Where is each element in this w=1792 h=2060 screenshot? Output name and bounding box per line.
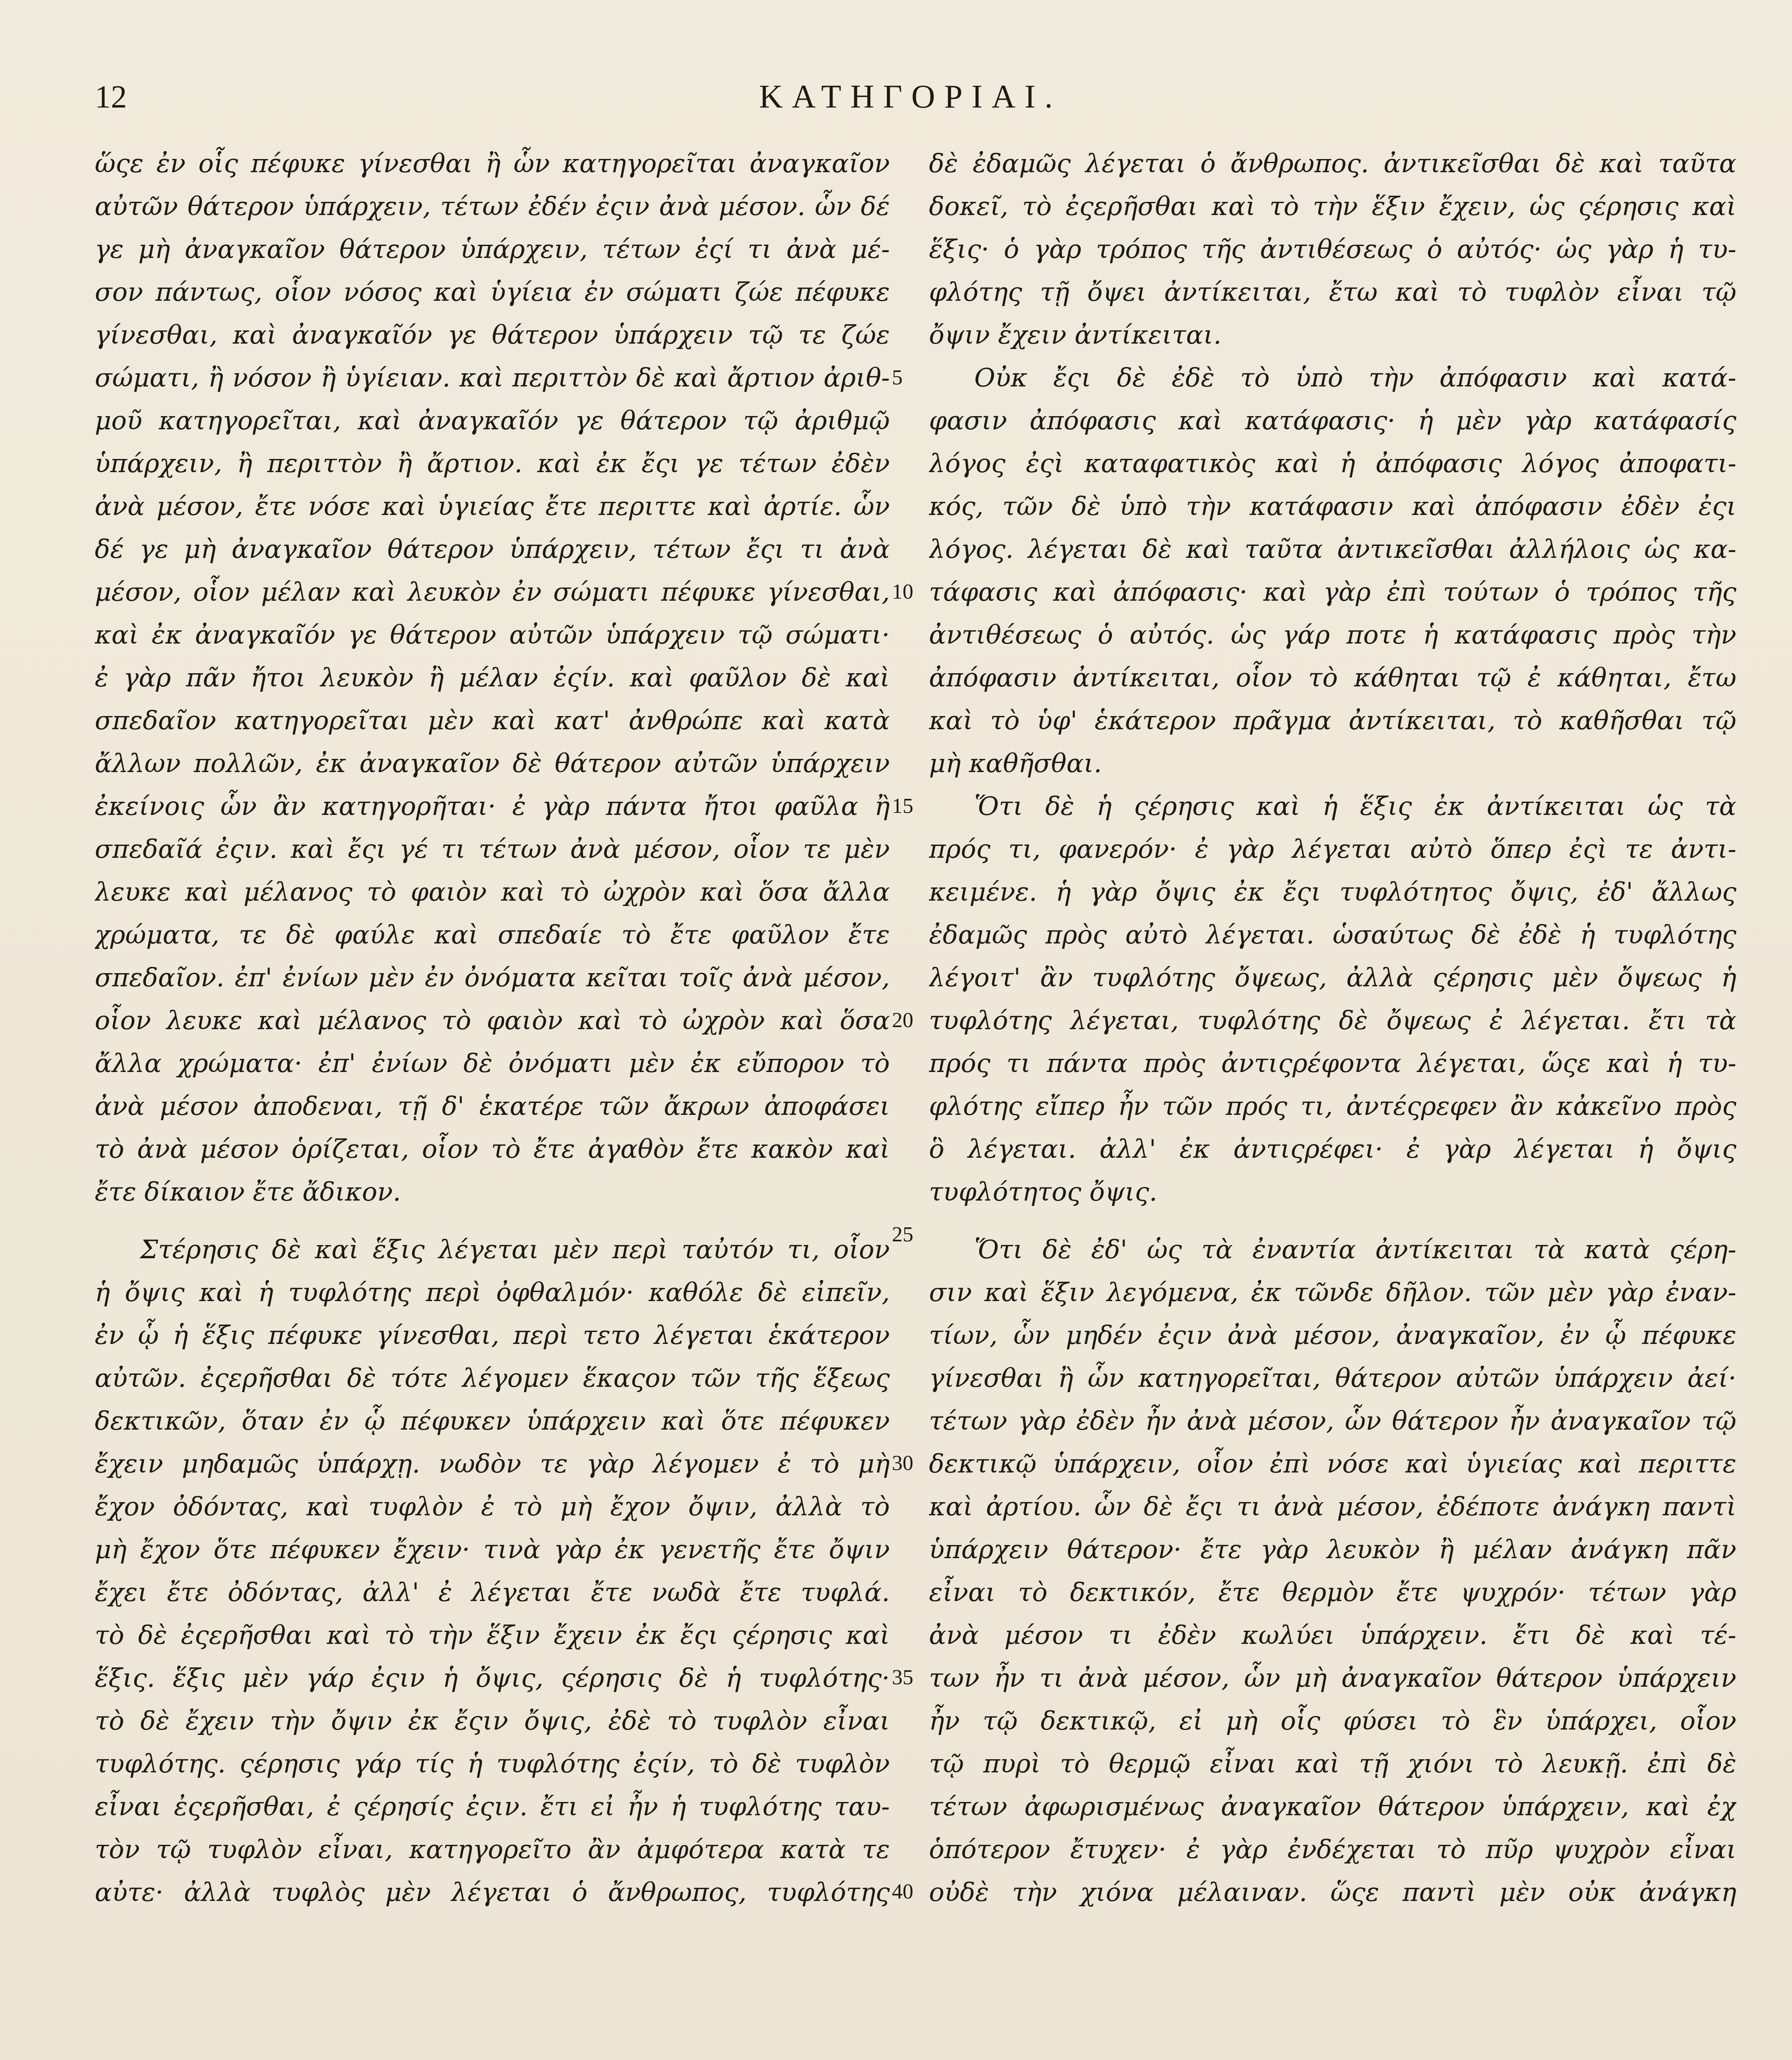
text-line: ἀπόφασιν ἀντίκειται, οἷον τὸ κάθηται τῷ ἐ κάθηται, ἔτω — [929, 662, 1736, 693]
text-line: ἔχον ὀδόντας, καὶ τυφλὸν ἐ τὸ μὴ ἔχον ὄψιν, ἀλλὰ τὸ — [95, 1491, 890, 1522]
text-line: γίνεσθαι ἢ ὧν κατηγορεῖται, θάτερον αὐτῶν ὑπάρχειν ἀεί· — [929, 1363, 1736, 1393]
text-line: μὴ καθῆσθαι. — [929, 748, 1102, 778]
line-number: 30 — [892, 1451, 913, 1475]
text-line: τυφλότης. ςέρησις γάρ τίς ἡ τυφλότης ἐςίν, τὸ δὲ τυφλὸν — [95, 1749, 890, 1779]
text-line: ἀνὰ μέσον ἀποδεναι, τῇ δ' ἑκατέρε τῶν ἄκρων ἀποφάσει — [95, 1091, 890, 1121]
text-line: ἔχει ἔτε ὀδόντας, ἀλλ' ἐ λέγεται ἔτε νωδὰ ἔτε τυφλά. — [95, 1577, 890, 1607]
text-line: μέσον, οἷον μέλαν καὶ λευκὸν ἐν σώματι πέφυκε γίνεσθαι, — [95, 577, 890, 607]
text-line: δὲ ἐδαμῶς λέγεται ὁ ἄνθρωπος. ἀντικεῖσθαι δὲ καὶ ταῦτα — [929, 148, 1736, 178]
text-line: καὶ τὸ ὑφ' ἑκάτερον πρᾶγμα ἀντίκειται, τὸ καθῆσθαι τῷ — [929, 705, 1736, 735]
text-line: ἡ ὄψις καὶ ἡ τυφλότης περὶ ὀφθαλμόν· καθόλε δὲ εἰπεῖν, — [95, 1277, 890, 1307]
line-number: 5 — [892, 366, 903, 389]
text-line: αὐτῶν θάτερον ὑπάρχειν, τέτων ἐδέν ἐςιν ἀνὰ μέσον. ὧν δέ — [95, 191, 890, 221]
text-line: ὁπότερον ἔτυχεν· ἐ γὰρ ἐνδέχεται τὸ πῦρ ψυχρὸν εἶναι — [929, 1834, 1736, 1864]
text-line: λευκε καὶ μέλανος τὸ φαιὸν καὶ τὸ ὠχρὸν καὶ ὅσα ἄλλα — [95, 877, 890, 907]
text-line: λέγοιτ' ἂν τυφλότης ὄψεως, ἀλλὰ ςέρησις μὲν ὄψεως ἡ — [929, 962, 1736, 993]
text-line: ὑπάρχειν θάτερον· ἔτε γὰρ λευκὸν ἢ μέλαν ἀνάγκη πᾶν — [929, 1534, 1736, 1564]
text-line: ὃ λέγεται. ἀλλ' ἐκ ἀντιςρέφει· ἐ γὰρ λέγεται ἡ ὄψις — [929, 1134, 1736, 1164]
text-line: σπεδαῖον. ἐπ' ἐνίων μὲν ἐν ὀνόματα κεῖται τοῖς ἀνὰ μέσον, — [95, 962, 890, 993]
text-line: τὸ ἀνὰ μέσον ὁρίζεται, οἷον τὸ ἔτε ἀγαθὸν ἔτε κακὸν καὶ — [95, 1134, 890, 1164]
text-line: Ὅτι δὲ ἡ ςέρησις καὶ ἡ ἕξις ἐκ ἀντίκειται ὡς τὰ — [974, 791, 1736, 821]
text-line: καὶ ἀρτίου. ὧν δὲ ἔςι τι ἀνὰ μέσον, ἐδέποτε ἀνάγκη παντὶ — [929, 1491, 1736, 1522]
line-number: 10 — [892, 580, 913, 604]
text-line: κειμένε. ἡ γὰρ ὄψις ἐκ ἔςι τυφλότητος ὄψις, ἐδ' ἄλλως — [929, 877, 1736, 907]
paragraph-gap — [929, 1213, 1736, 1228]
text-line: μὴ ἔχον ὅτε πέφυκεν ἔχειν· τινὰ γὰρ ἐκ γενετῆς ἔτε ὄψιν — [95, 1534, 890, 1564]
text-line: καὶ ἐκ ἀναγκαῖόν γε θάτερον αὐτῶν ὑπάρχειν τῷ σώματι· — [95, 620, 890, 650]
text-line: τυφλότητος ὄψις. — [929, 1177, 1158, 1207]
line-number: 25 — [892, 1223, 913, 1246]
text-line: Οὐκ ἔςι δὲ ἐδὲ τὸ ὑπὸ τὴν ἀπόφασιν καὶ κατά- — [974, 363, 1736, 393]
line-number: 35 — [892, 1666, 913, 1689]
text-line: Ὅτι δὲ ἐδ' ὡς τὰ ἐναντία ἀντίκειται τὰ κατὰ ςέρη- — [974, 1234, 1736, 1264]
text-line: αὐτε· ἀλλὰ τυφλὸς μὲν λέγεται ὁ ἄνθρωπος, τυφλότης — [95, 1877, 890, 1907]
text-line: δεκτικῶν, ὅταν ἐν ᾧ πέφυκεν ὑπάρχειν καὶ ὅτε πέφυκεν — [95, 1406, 890, 1436]
text-line: τίων, ὧν μηδέν ἐςιν ἀνὰ μέσον, ἀναγκαῖον, ἐν ᾧ πέφυκε — [929, 1320, 1736, 1350]
text-line: φλότης εἴπερ ἦν τῶν πρός τι, ἀντέςρεφεν ἂν κἀκεῖνο πρὸς — [929, 1091, 1736, 1121]
running-title: ΚΑΤΗΓΟΡΙΑΙ. — [759, 79, 1062, 115]
text-line: τῷ πυρὶ τὸ θερμῷ εἶναι καὶ τῇ χιόνι τὸ λευκῇ. ἐπὶ δὲ — [929, 1749, 1736, 1779]
text-line: φλότης τῇ ὄψει ἀντίκειται, ἔτω καὶ τὸ τυφλὸν εἶναι τῷ — [929, 277, 1736, 307]
text-line: οὐδὲ τὴν χιόνα μέλαιναν. ὥςε παντὶ μὲν οὐκ ἀνάγκη — [929, 1877, 1736, 1907]
text-line: ἕξις. ἕξις μὲν γάρ ἐςιν ἡ ὄψις, ςέρησις δὲ ἡ τυφλότης· — [95, 1663, 890, 1693]
page-number: 12 — [95, 79, 127, 115]
text-line: τέτων ἀφωρισμένως ἀναγκαῖον θάτερον ὑπάρχειν, καὶ ἐχ — [929, 1791, 1736, 1821]
text-line: εἶναι ἐςερῆσθαι, ἐ ςέρησίς ἐςιν. ἔτι εἰ ἦν ἡ τυφλότης ταυ- — [95, 1791, 890, 1821]
text-line: τάφασις καὶ ἀπόφασις· καὶ γὰρ ἐπὶ τούτων ὁ τρόπος τῆς — [929, 577, 1736, 607]
text-line: δοκεῖ, τὸ ἐςερῆσθαι καὶ τὸ τὴν ἕξιν ἔχειν, ὡς ςέρησις καὶ — [929, 191, 1736, 221]
text-line: τέτων γὰρ ἐδὲν ἦν ἀνὰ μέσον, ὧν θάτερον ἦν ἀναγκαῖον τῷ — [929, 1406, 1736, 1436]
text-line: φασιν ἀπόφασις καὶ κατάφασις· ἡ μὲν γὰρ κατάφασίς — [929, 405, 1736, 435]
text-line: Στέρησις δὲ καὶ ἕξις λέγεται μὲν περὶ ταὐτόν τι, οἷον — [140, 1234, 890, 1264]
text-line: ἀντιθέσεως ὁ αὐτός. ὡς γάρ ποτε ἡ κατάφασις πρὸς τὴν — [929, 620, 1736, 650]
text-line: των ἦν τι ἀνὰ μέσον, ὧν μὴ ἀναγκαῖον θάτερον ὑπάρχειν — [929, 1663, 1736, 1693]
text-line: τὸ δὲ ἔχειν τὴν ὄψιν ἐκ ἔςιν ὄψις, ἐδὲ τὸ τυφλὸν εἶναι — [95, 1706, 890, 1736]
text-line: σπεδαῖά ἐςιν. καὶ ἔςι γέ τι τέτων ἀνὰ μέσον, οἷον τε μὲν — [95, 834, 890, 864]
text-line: ἦν τῷ δεκτικῷ, εἰ μὴ οἷς φύσει τὸ ἓν ὑπάρχει, οἷον — [929, 1706, 1736, 1736]
text-line: ἐδαμῶς πρὸς αὐτὸ λέγεται. ὡσαύτως δὲ ἐδὲ ἡ τυφλότης — [929, 920, 1736, 950]
text-line: ἄλλων πολλῶν, ἐκ ἀναγκαῖον δὲ θάτερον αὐτῶν ὑπάρχειν — [95, 748, 890, 778]
text-line: ἔχειν μηδαμῶς ὑπάρχῃ. νωδὸν τε γὰρ λέγομεν ἐ τὸ μὴ — [95, 1449, 890, 1479]
text-line: σώματι, ἢ νόσον ἢ ὑγίειαν. καὶ περιττὸν δὲ καὶ ἄρτιον ἀριθ- — [95, 363, 890, 393]
left-column — [95, 142, 890, 1914]
text-line: ἔτε δίκαιον ἔτε ἄδικον. — [95, 1177, 401, 1207]
text-line: ἀνὰ μέσον τι ἐδὲν κωλύει ὑπάρχειν. ἔτι δὲ καὶ τέ- — [929, 1620, 1736, 1650]
text-line: ὄψιν ἔχειν ἀντίκειται. — [929, 320, 1222, 350]
text-line: ἕξις· ὁ γὰρ τρόπος τῆς ἀντιθέσεως ὁ αὐτός· ὡς γὰρ ἡ τυ- — [929, 234, 1736, 264]
text-line: κός, τῶν δὲ ὑπὸ τὴν κατάφασιν καὶ ἀπόφασιν ἐδὲν ἐςι — [929, 491, 1736, 521]
text-line: χρώματα, τε δὲ φαύλε καὶ σπεδαίε τὸ ἔτε φαῦλον ἔτε — [95, 920, 890, 950]
text-line: λόγος ἐςὶ καταφατικὸς καὶ ἡ ἀπόφασις λόγος ἀποφατι- — [929, 448, 1736, 478]
line-number: 40 — [892, 1880, 913, 1903]
text-line: ὥςε ἐν οἷς πέφυκε γίνεσθαι ἢ ὧν κατηγορεῖται ἀναγκαῖον — [95, 148, 890, 178]
text-line: τὸ δὲ ἐςερῆσθαι καὶ τὸ τὴν ἕξιν ἔχειν ἐκ ἔςι ςέρησις καὶ — [95, 1620, 890, 1650]
page-header — [95, 78, 1726, 128]
text-line: γίνεσθαι, καὶ ἀναγκαῖόν γε θάτερον ὑπάρχειν τῷ τε ζώε — [95, 320, 890, 350]
text-line: εἶναι τὸ δεκτικόν, ἔτε θερμὸν ἔτε ψυχρόν· τέτων γὰρ — [929, 1577, 1736, 1607]
text-line: ἄλλα χρώματα· ἐπ' ἐνίων δὲ ὀνόματι μὲν ἐκ εὔπορον τὸ — [95, 1048, 890, 1078]
text-line: σον πάντως, οἷον νόσος καὶ ὑγίεια ἐν σώματι ζώε πέφυκε — [95, 277, 890, 307]
text-line: δεκτικῷ ὑπάρχειν, οἷον ἐπὶ νόσε καὶ ὑγιείας καὶ περιττε — [929, 1449, 1736, 1479]
text-line: ἀνὰ μέσον, ἔτε νόσε καὶ ὑγιείας ἔτε περιττε καὶ ἀρτίε. ὧν — [95, 491, 890, 521]
right-column — [929, 142, 1736, 1914]
text-line: μοῦ κατηγορεῖται, καὶ ἀναγκαῖόν γε θάτερον τῷ ἀριθμῷ — [95, 405, 890, 435]
text-line: ἐν ᾧ ἡ ἕξις πέφυκε γίνεσθαι, περὶ τετο λέγεται ἑκάτερον — [95, 1320, 890, 1350]
text-line: ὑπάρχειν, ἢ περιττὸν ἢ ἄρτιον. καὶ ἐκ ἔςι γε τέτων ἐδὲν — [95, 448, 890, 478]
paragraph-gap — [95, 1213, 890, 1228]
text-line: τὸν τῷ τυφλὸν εἶναι, κατηγορεῖτο ἂν ἀμφότερα κατὰ τε — [95, 1834, 890, 1864]
text-line: πρός τι πάντα πρὸς ἀντιςρέφοντα λέγεται, ὥςε καὶ ἡ τυ- — [929, 1048, 1736, 1078]
text-line: τυφλότης λέγεται, τυφλότης δὲ ὄψεως ἐ λέγεται. ἔτι τὰ — [929, 1005, 1736, 1035]
line-number: 20 — [892, 1009, 913, 1032]
text-line: ἐκείνοις ὧν ἂν κατηγορῆται· ἐ γὰρ πάντα ἤτοι φαῦλα ἢ — [95, 791, 890, 821]
text-line: δέ γε μὴ ἀναγκαῖον θάτερον ὑπάρχειν, τέτων ἔςι τι ἀνὰ — [95, 534, 890, 564]
text-line: οἷον λευκε καὶ μέλανος τὸ φαιὸν καὶ τὸ ὠχρὸν καὶ ὅσα — [95, 1005, 890, 1035]
text-line: πρός τι, φανερόν· ἐ γὰρ λέγεται αὐτὸ ὅπερ ἐςὶ τε ἀντι- — [929, 834, 1736, 864]
line-number: 15 — [892, 794, 913, 818]
text-line: σπεδαῖον κατηγορεῖται μὲν καὶ κατ' ἀνθρώπε καὶ κατὰ — [95, 705, 890, 735]
text-line: λόγος. λέγεται δὲ καὶ ταῦτα ἀντικεῖσθαι ἀλλήλοις ὡς κα- — [929, 534, 1736, 564]
text-line: ἐ γὰρ πᾶν ἤτοι λευκὸν ἢ μέλαν ἐςίν. καὶ φαῦλον δὲ καὶ — [95, 662, 890, 693]
text-line: σιν καὶ ἕξιν λεγόμενα, ἐκ τῶνδε δῆλον. τῶν μὲν γὰρ ἐναν- — [929, 1277, 1736, 1307]
text-line: γε μὴ ἀναγκαῖον θάτερον ὑπάρχειν, τέτων ἐςί τι ἀνὰ μέ- — [95, 234, 890, 264]
text-line: αὐτῶν. ἐςερῆσθαι δὲ τότε λέγομεν ἕκαςον τῶν τῆς ἕξεως — [95, 1363, 890, 1393]
